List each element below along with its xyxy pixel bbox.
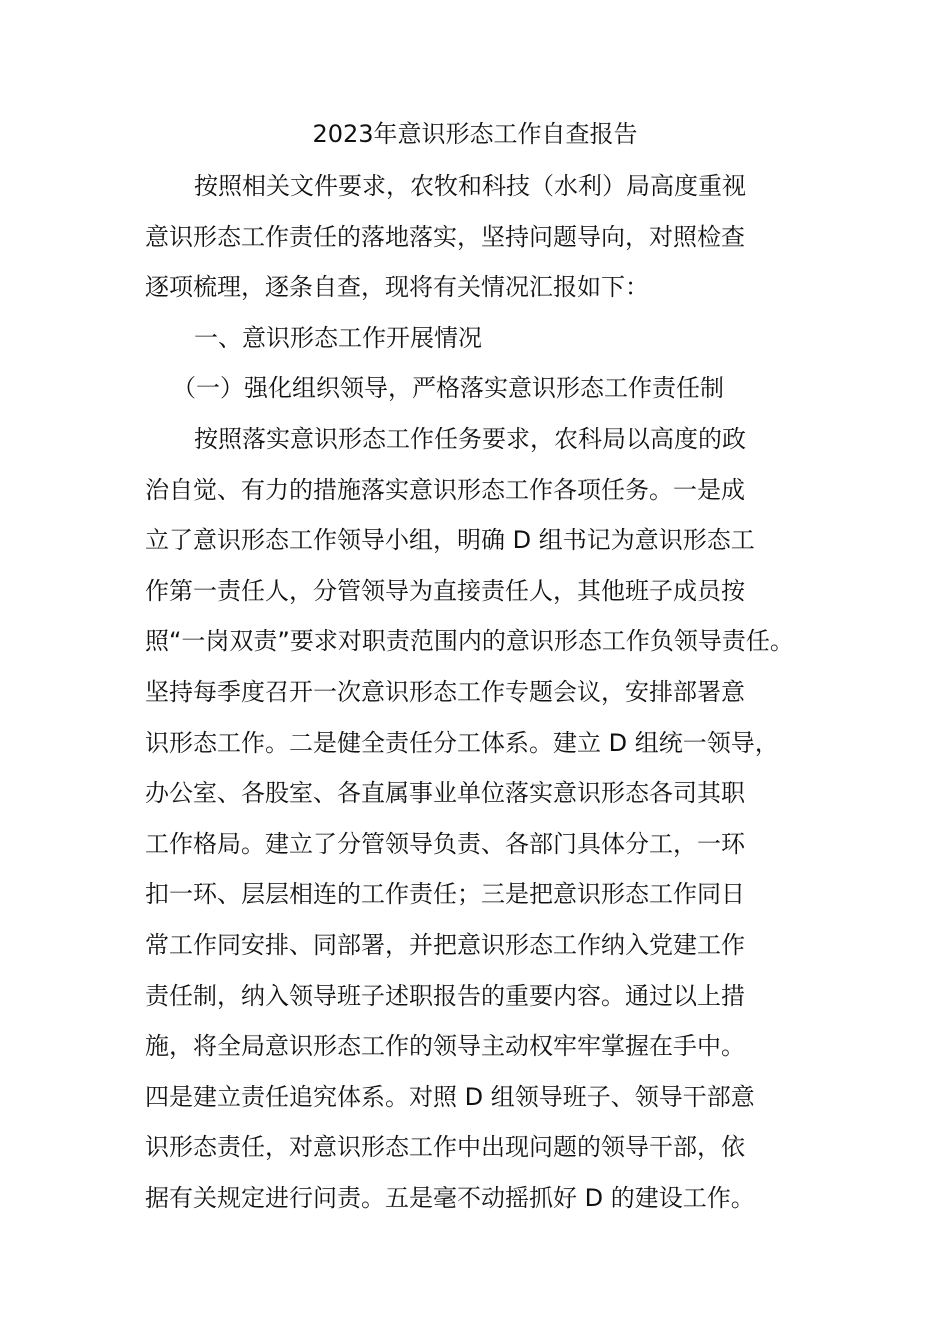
- paragraph-line: 施，将全局意识形态工作的领导主动权牢牢掌握在手中。: [145, 1032, 745, 1060]
- paragraph-line: 常工作同安排、同部署，并把意识形态工作纳入党建工作: [145, 931, 745, 959]
- paragraph-line: 识形态工作。二是健全责任分工体系。建立 D 组统一领导，: [145, 729, 779, 757]
- paragraph-line: 按照相关文件要求，农牧和科技（水利）局高度重视: [194, 172, 746, 200]
- paragraph-line: 逐项梳理，逐条自查，现将有关情况汇报如下：: [145, 273, 649, 301]
- paragraph-line: 办公室、各股室、各直属事业单位落实意识形态各司其职: [145, 779, 745, 807]
- paragraph-line: 工作格局。建立了分管领导负责、各部门具体分工，一环: [145, 830, 745, 858]
- paragraph-line: 意识形态工作责任的落地落实，坚持问题导向，对照检查: [145, 223, 745, 251]
- paragraph-line: 坚持每季度召开一次意识形态工作专题会议，安排部署意: [145, 678, 745, 706]
- document-title: 2023年意识形态工作自查报告: [312, 120, 638, 148]
- paragraph-line: 扣一环、层层相连的工作责任；三是把意识形态工作同日: [145, 880, 745, 908]
- paragraph-line: 治自觉、有力的措施落实意识形态工作各项任务。一是成: [145, 476, 745, 504]
- paragraph-line: 四是建立责任追究体系。对照 D 组领导班子、领导干部意: [145, 1083, 755, 1111]
- paragraph-line: 按照落实意识形态工作任务要求，农科局以高度的政: [194, 425, 746, 453]
- paragraph-line: 责任制，纳入领导班子述职报告的重要内容。通过以上措: [145, 982, 745, 1010]
- paragraph-line: 作第一责任人，分管领导为直接责任人，其他班子成员按: [145, 577, 745, 605]
- paragraph-line: 立了意识形态工作领导小组，明确 D 组书记为意识形态工: [145, 526, 755, 554]
- paragraph-line: 照“一岗双责”要求对职责范围内的意识形态工作负领导责任。: [145, 627, 794, 655]
- paragraph-line: 据有关规定进行问责。五是毫不动摇抓好 D 的建设工作。: [145, 1184, 755, 1212]
- subsection-heading: （一）强化组织领导，严格落实意识形态工作责任制: [172, 374, 724, 402]
- paragraph-line: 识形态责任，对意识形态工作中出现问题的领导干部，依: [145, 1133, 745, 1161]
- section-heading: 一、意识形态工作开展情况: [194, 324, 482, 352]
